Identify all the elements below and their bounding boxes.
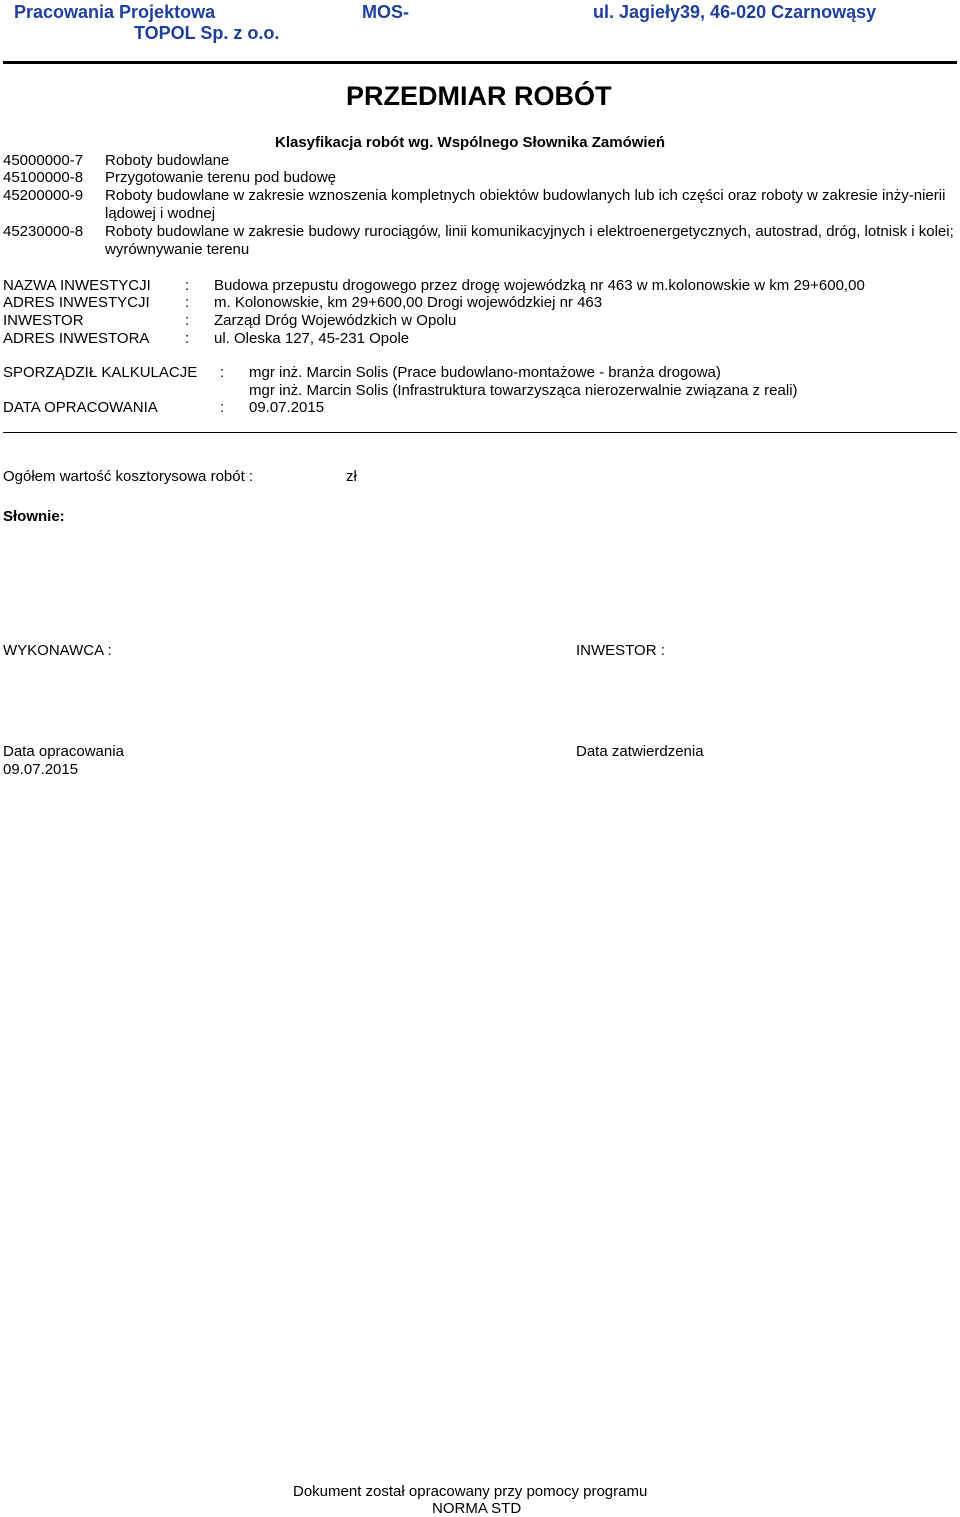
investor-label: INWESTOR	[3, 312, 84, 329]
prepared-by-row-2	[3, 382, 958, 400]
investment-name-value: Budowa przepustu drogowego przez drogę wojewódzką nr 463 w m.kolonowskie w km 29+600,00	[214, 277, 865, 294]
investment-address-label: ADRES INWESTYCJI	[3, 294, 150, 311]
investor-address-label: ADRES INWESTORA	[3, 330, 150, 347]
investment-name-label: NAZWA INWESTYCJI	[3, 277, 151, 294]
words-label: Słownie:	[3, 508, 65, 525]
cpv-code: 45100000-8	[3, 169, 84, 186]
cpv-code: 45200000-9	[3, 187, 84, 204]
colon: :	[220, 364, 225, 381]
total-label: Ogółem wartość kosztorysowa robót :	[3, 468, 254, 485]
prepared-date-label: DATA OPRACOWANIA	[3, 399, 158, 416]
cpv-description: Roboty budowlane w zakresie budowy rurociągów, linii komunikacyjnych i elektroenergetycznych, autostrad, dróg, lotnisk i kolei; wyrównywanie terenu	[105, 223, 954, 258]
date-prepared-label: Data opracowania	[3, 743, 124, 760]
prepared-by-label: SPORZĄDZIŁ KALKULACJE	[3, 364, 198, 381]
investment-address-value: m. Kolonowskie, km 29+600,00 Drogi wojewódzkiej nr 463	[214, 294, 603, 311]
date-prepared-value: 09.07.2015	[3, 761, 79, 778]
investment-name-row	[3, 277, 958, 295]
company-address: ul. Jagieły39, 46-020 Czarnowąsy	[593, 2, 877, 22]
classification-heading: Klasyfikacja robót wg. Wspólnego Słownika Zamówień	[275, 134, 666, 151]
colon: :	[185, 312, 190, 329]
footer-line1: Dokument został opracowany przy pomocy programu	[293, 1483, 648, 1500]
page-title: PRZEDMIAR ROBÓT	[346, 81, 612, 111]
section-divider	[3, 432, 957, 433]
investment-address-row	[3, 294, 958, 312]
investor-row	[3, 312, 958, 330]
date-approved-label: Data zatwierdzenia	[576, 743, 704, 760]
contractor-label: WYKONAWCA :	[3, 642, 112, 659]
prepared-date-value: 09.07.2015	[249, 399, 325, 416]
colon: :	[185, 277, 190, 294]
cpv-description: Przygotowanie terenu pod budowę	[105, 169, 336, 186]
cpv-description: Roboty budowlane	[105, 152, 230, 169]
header-rule	[3, 61, 957, 64]
total-currency: zł	[346, 468, 357, 485]
cpv-code: 45230000-8	[3, 223, 84, 240]
company-name-line2: TOPOL Sp. z o.o.	[134, 23, 280, 43]
investor-sign-label: INWESTOR :	[576, 642, 665, 659]
investor-address-row	[3, 330, 958, 348]
footer-line2: NORMA STD	[432, 1500, 522, 1517]
investor-address-value: ul. Oleska 127, 45-231 Opole	[214, 330, 410, 347]
colon: :	[220, 399, 225, 416]
prepared-by-value: mgr inż. Marcin Solis (Prace budowlano-montażowe - branża drogowa)	[249, 364, 721, 381]
mos-label: MOS-	[362, 2, 409, 22]
colon: :	[185, 294, 190, 311]
cpv-description: Roboty budowlane w zakresie wznoszenia kompletnych obiektów budowlanych lub ich części oraz roboty w zakresie inży-nierii lądowej i wodnej	[105, 187, 946, 222]
prepared-date-row	[3, 399, 958, 417]
colon: :	[185, 330, 190, 347]
prepared-by-value-2: mgr inż. Marcin Solis (Infrastruktura towarzysząca nierozerwalnie związana z reali)	[249, 382, 798, 399]
company-name: Pracowania Projektowa	[14, 2, 216, 22]
prepared-by-row	[3, 364, 958, 382]
investor-value: Zarząd Dróg Wojewódzkich w Opolu	[214, 312, 457, 329]
cpv-code: 45000000-7	[3, 152, 84, 169]
